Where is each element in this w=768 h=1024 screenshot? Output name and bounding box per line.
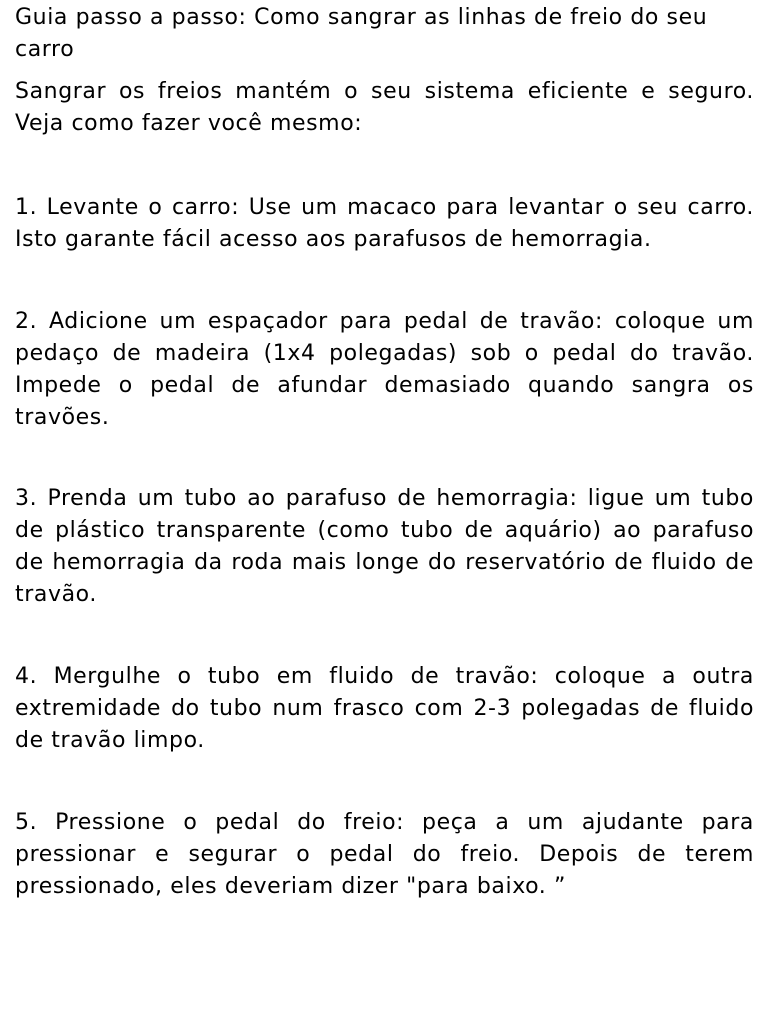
step-4: 4. Mergulhe o tubo em fluido de travão: coloque a outra extremidade do tubo num frasco com 2-3 polegadas de fluido de travão limpo. <box>15 664 754 753</box>
step-1: 1. Levante o carro: Use um macaco para levantar o seu carro. Isto garante fácil acesso aos parafusos de hemorragia. <box>15 195 754 252</box>
step-3: 3. Prenda um tubo ao parafuso de hemorragia: ligue um tubo de plástico transparente (como tubo de aquário) ao parafuso de hemorragia da roda mais longe do reservatório de fluido de travão. <box>15 486 754 607</box>
step-2: 2. Adicione um espaçador para pedal de travão: coloque um pedaço de madeira (1x4 polegadas) sob o pedal do travão. Impede o pedal de afundar demasiado quando sangra os travões. <box>15 309 754 430</box>
step-5: 5. Pressione o pedal do freio: peça a um ajudante para pressionar e segurar o pedal do freio. Depois de terem pressionado, eles deveriam dizer "para baixo. ” <box>15 810 754 899</box>
document-intro: Sangrar os freios mantém o seu sistema eficiente e seguro. Veja como fazer você mesmo: <box>15 79 754 136</box>
document-title: Guia passo a passo: Como sangrar as linhas de freio do seu carro <box>15 5 708 62</box>
steps-list <box>15 192 754 903</box>
